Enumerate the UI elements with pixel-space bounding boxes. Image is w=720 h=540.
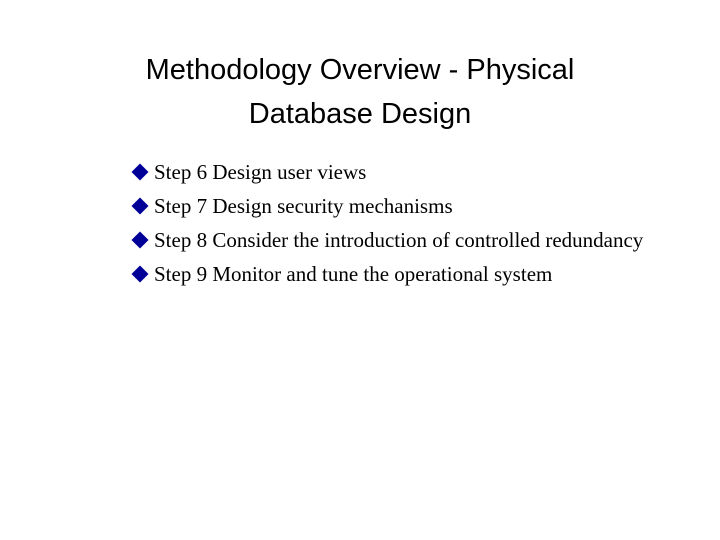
bullet-item-step-7 xyxy=(130,192,690,220)
bullet-text: Step 7 Design security mechanisms xyxy=(154,194,453,218)
diamond-bullet-icon xyxy=(132,164,149,181)
title-line-2: Database Design xyxy=(248,98,472,130)
bullet-text: Step 8 Consider the introduction of controlled redundancy xyxy=(154,228,644,252)
diamond-bullet-icon xyxy=(132,198,149,215)
title-line-1: Methodology Overview - Physical xyxy=(145,54,575,86)
diamond-bullet-icon xyxy=(132,266,149,283)
bullet-item-step-8 xyxy=(130,226,690,254)
bullet-item-step-9 xyxy=(130,260,690,288)
bullet-list xyxy=(130,158,690,294)
bullet-text: Step 9 Monitor and tune the operational system xyxy=(154,262,553,286)
bullet-item-step-6 xyxy=(130,158,690,186)
slide-title xyxy=(60,48,660,136)
bullet-text: Step 6 Design user views xyxy=(154,160,367,184)
diamond-bullet-icon xyxy=(132,232,149,249)
